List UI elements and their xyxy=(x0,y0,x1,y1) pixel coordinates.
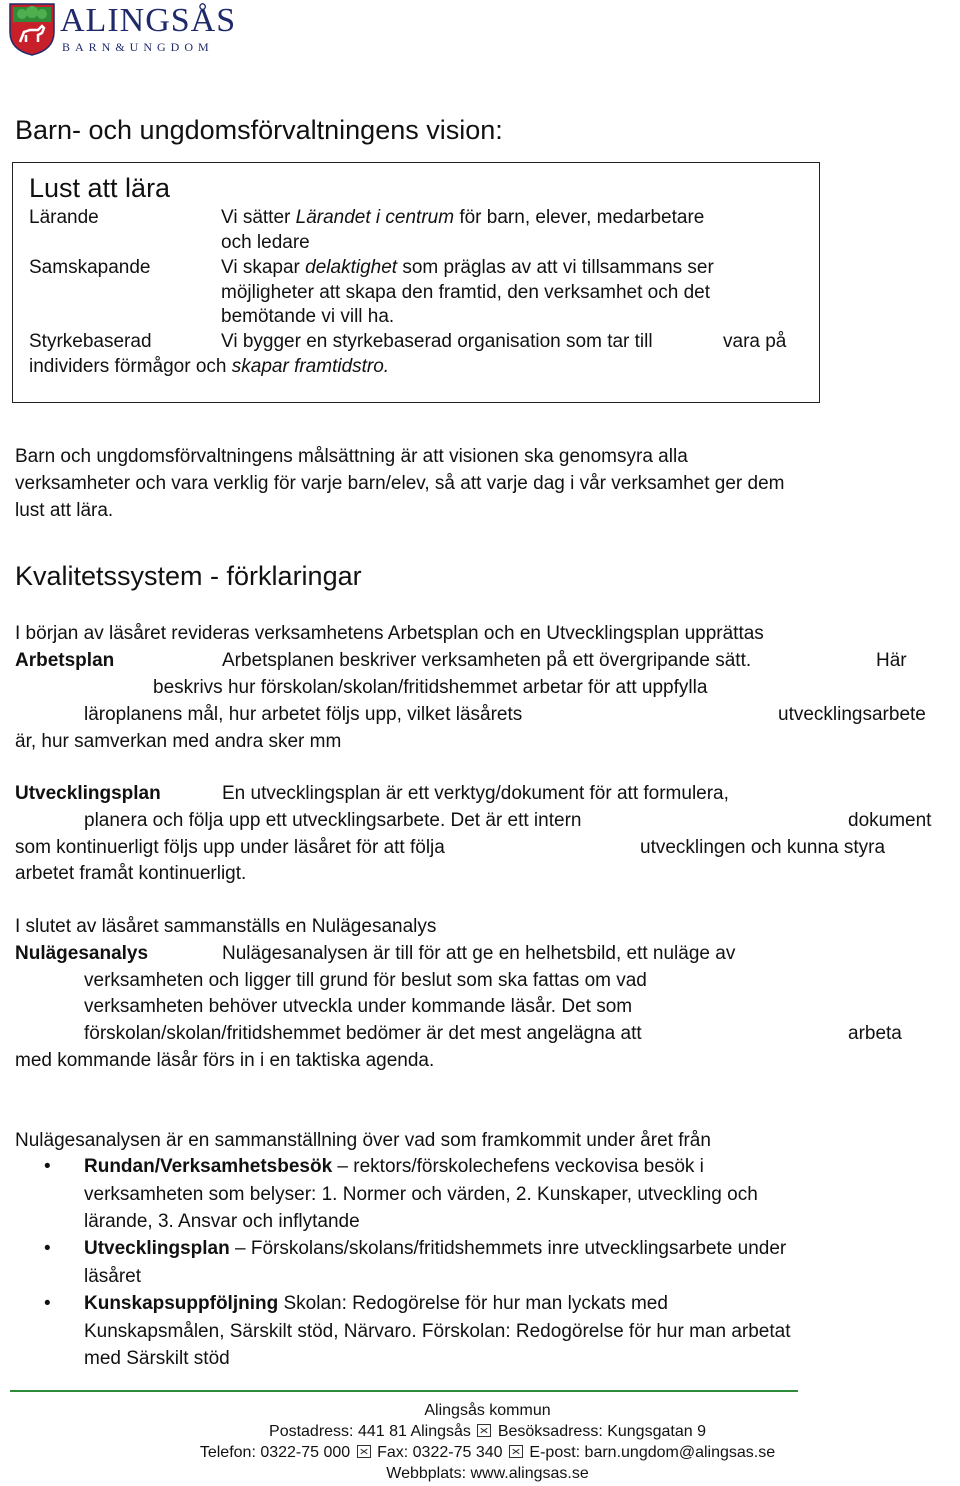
styrkebaserad-line-1: Vi bygger en styrkebaserad organisation som tar till xyxy=(221,331,653,352)
samskapande-term: Samskapande xyxy=(29,257,151,278)
bullet-icon: • xyxy=(44,1238,51,1259)
page-title: Barn- och ungdomsförvaltningens vision: xyxy=(15,115,503,145)
bullet-icon: • xyxy=(44,1156,51,1177)
nulage-line-4: förskolan/skolan/fritidshemmet bedömer är det mest angelägna att xyxy=(84,1023,642,1044)
larande-line-1: Vi sätter Lärandet i centrum för barn, elever, medarbetare xyxy=(221,207,705,228)
samskapande-line-2: möjligheter att skapa den framtid, den verksamhet och det xyxy=(221,282,710,303)
samskapande-line-3: bemötande vi vill ha. xyxy=(221,306,395,327)
utvecklingsplan-line-1: En utvecklingsplan är ett verktyg/dokument för att formulera, xyxy=(222,783,729,804)
bullet-1-line-2: verksamheten som belyser: 1. Normer och värden, 2. Kunskaper, utveckling och xyxy=(84,1184,758,1205)
intro-line-3: lust att lära. xyxy=(15,500,114,521)
quality-end: I slutet av läsåret sammanställs en Nulägesanalys xyxy=(15,916,437,937)
bullet-3-line-3: med Särskilt stöd xyxy=(84,1348,230,1369)
nulage-line-2: verksamheten och ligger till grund för beslut som ska fattas om vad xyxy=(84,970,647,991)
intro-line-2: verksamheter och vara verklig för varje barn/elev, så att varje dag i vår verksamhet ger dem xyxy=(15,473,785,494)
nulage-line-3: verksamheten behöver utveckla under kommande läsår. Det som xyxy=(84,996,633,1017)
separator-icon xyxy=(477,1424,491,1437)
bullet-2-line-2: läsåret xyxy=(84,1266,142,1287)
nulage-term: Nulägesanalys xyxy=(15,943,149,964)
footer-org: Alingsås kommun xyxy=(424,1402,551,1419)
samskapande-line-1: Vi skapar delaktighet som präglas av att vi tillsammans ser xyxy=(221,257,714,278)
summary: Nulägesanalysen är en sammanställning över vad som framkommit under året från xyxy=(15,1130,711,1151)
bullet-icon: • xyxy=(44,1293,51,1314)
utvecklingsplan-line-2: planera och följa upp ett utvecklingsarbete. Det är ett intern xyxy=(84,810,582,831)
arbetsplan-line-4: är, hur samverkan med andra sker mm xyxy=(15,731,342,752)
coat-of-arms-icon xyxy=(8,2,56,56)
larande-term: Lärande xyxy=(29,207,99,228)
arbetsplan-line-3: läroplanens mål, hur arbetet följs upp, vilket läsårets xyxy=(84,704,523,725)
footer-email[interactable]: E-post: barn.ungdom@alingsas.se xyxy=(529,1444,776,1461)
styrkebaserad-term: Styrkebaserad xyxy=(29,331,152,352)
logo-name: ALINGSÅS xyxy=(60,2,237,39)
nulage-line-5: med kommande läsår förs in i en taktiska agenda. xyxy=(15,1050,435,1071)
nulage-line-1: Nulägesanalysen är till för att ge en helhetsbild, ett nuläge av xyxy=(222,943,736,964)
alingsas-logo xyxy=(8,2,240,58)
quality-start: I början av läsåret revideras verksamhetens Arbetsplan och en Utvecklingsplan upprättas xyxy=(15,623,764,644)
intro-line-1: Barn och ungdomsförvaltningens målsättning är att visionen ska genomsyra alla xyxy=(15,446,688,467)
separator-icon xyxy=(357,1445,371,1458)
styrkebaserad-line-1-end: vara på xyxy=(723,331,787,352)
utvecklingsplan-line-3: som kontinuerligt följs upp under läsåret för att följa xyxy=(15,837,445,858)
logo-subtitle: BARN&UNGDOM xyxy=(62,40,214,54)
utvecklingsplan-term: Utvecklingsplan xyxy=(15,783,161,804)
utvecklingsplan-line-2-end: dokument xyxy=(848,810,932,831)
arbetsplan-term: Arbetsplan xyxy=(15,650,115,671)
larande-line-2: och ledare xyxy=(221,232,310,253)
bullet-1-line-3: lärande, 3. Ansvar och inflytande xyxy=(84,1211,360,1232)
footer-website[interactable]: Webbplats: www.alingsas.se xyxy=(386,1465,589,1482)
arbetsplan-line-2: beskrivs hur förskolan/skolan/fritidshemmet arbetar för att uppfylla xyxy=(153,677,708,698)
styrkebaserad-line-2: individers förmågor och skapar framtidstro. xyxy=(29,356,390,377)
bullet-2-line-1: Utvecklingsplan – Förskolans/skolans/fritidshemmets inre utvecklingsarbete under xyxy=(84,1238,787,1259)
bullet-1-line-1: Rundan/Verksamhetsbesök – rektors/förskolechefens veckovisa besök i xyxy=(84,1156,704,1177)
arbetsplan-line-1: Arbetsplanen beskriver verksamheten på ett övergripande sätt. xyxy=(222,650,752,671)
bullet-3-line-2: Kunskapsmålen, Särskilt stöd, Närvaro. Förskolan: Redogörelse för hur man arbetat xyxy=(84,1321,791,1342)
nulage-line-4-end: arbeta xyxy=(848,1023,902,1044)
bullet-3-line-1: Kunskapsuppföljning Skolan: Redogörelse för hur man lyckats med xyxy=(84,1293,668,1314)
separator-icon xyxy=(509,1445,523,1458)
utvecklingsplan-line-3-end: utvecklingen och kunna styra xyxy=(640,837,886,858)
footer-address: Postadress: 441 81 Alingsås Besöksadress: Kungsgatan 9 xyxy=(269,1423,706,1440)
arbetsplan-line-3-end: utvecklingsarbete xyxy=(778,704,926,725)
footer-contact: Telefon: 0322-75 000 Fax: 0322-75 340 E-post: barn.ungdom@alingsas.se xyxy=(199,1444,776,1461)
arbetsplan-line-1-end: Här xyxy=(876,650,907,671)
footer-rule xyxy=(10,1390,798,1392)
vision-heading: Lust att lära xyxy=(29,173,171,203)
utvecklingsplan-line-4: arbetet framåt kontinuerligt. xyxy=(15,863,247,884)
quality-heading: Kvalitetssystem - förklaringar xyxy=(15,561,362,591)
